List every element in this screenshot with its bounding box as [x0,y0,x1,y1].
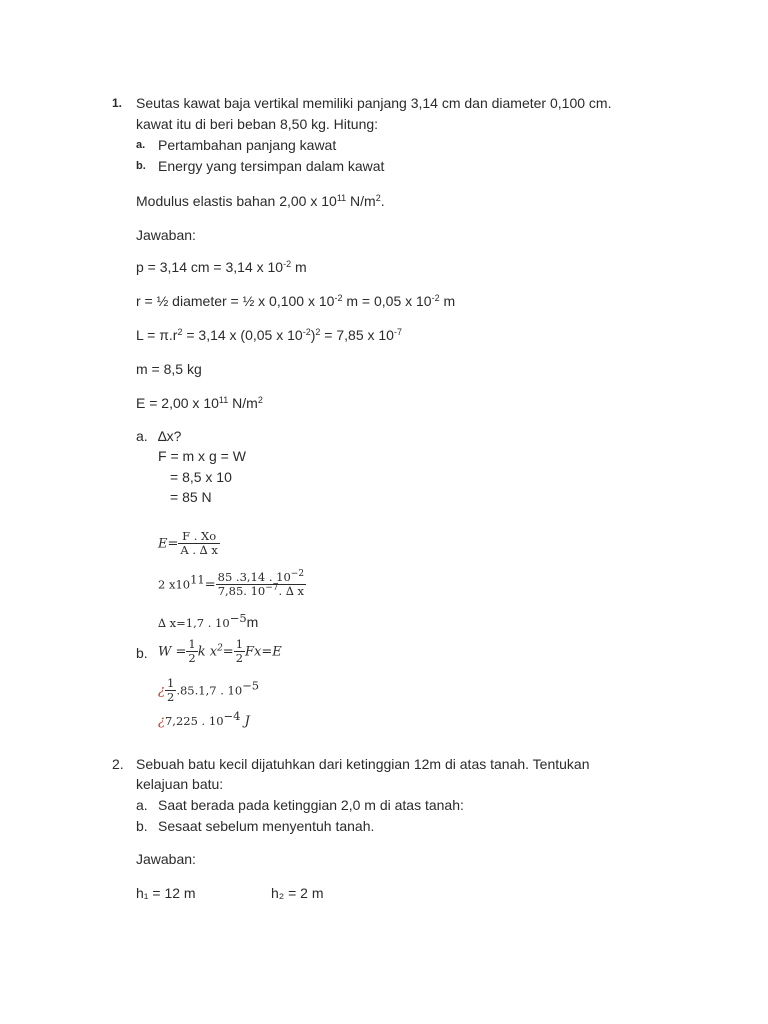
equation-substitution: 2 $x10^{11}=$ $\frac{85 .3,14 . 10^{-2}}{7,85. 10^{-7}. \Delta x}$ [158,569,305,599]
equation-energy-substitution: ¿ $\frac{1}{2}$ .85.1,7 . $10^{-5}$ [158,676,260,705]
part-a-dx: ∆x? [158,428,182,444]
equation-E: E= $\frac{F . Xo}{A . \Delta x}$ [158,529,218,558]
part-b-label: b. [136,645,148,661]
q1-item-a-label: a. [136,139,146,151]
modulus-line: Modulus elastis bahan 2,00 x $10^{11}$ $N/m^2$. [136,193,385,209]
question-2-line-2: kelajuan batu: [136,776,224,792]
equation-energy-result: ¿7,225 . $10^{-4}$ J [158,709,250,729]
question-2-number: 2. [112,756,124,772]
h1-value: h₁ = 12 m [136,885,196,901]
r-line: r = ½ diameter = ½ x 0,100 x $10^{-2}$ m = 0,05 x $10^{-2}$ m [136,293,456,309]
force-line-3: = 85 N [170,489,212,505]
q2-jawaban-heading: Jawaban: [136,851,196,867]
force-line-2: = 8,5 x 10 [170,469,232,485]
equation-energy: W = $\frac{1}{2}$ k $x^2=$ $\frac{1}{2}$ Fx=E [158,637,282,666]
q2-item-a-label: a. [136,797,148,813]
question-2-line-1: Sebuah batu kecil dijatuhkan dari ketinggian 12m di atas tanah. Tentukan [136,756,590,772]
q2-item-b-label: b. [136,818,148,834]
p-line: p = 3,14 cm = 3,14 x $10^{-2}$ m [136,259,307,275]
part-a-label: a. [136,428,148,444]
q2-item-a-text: Saat berada pada ketinggian 2,0 m di atas tanah: [158,797,464,813]
question-1-line-2: kawat itu di beri beban 8,50 kg. Hitung: [136,116,379,132]
L-line: $L = \pi.r^2 = 3,14$ x (0,05 x $10^{-2})^2 = 7,85$ x $10^{-7}$ [136,327,402,343]
q2-item-b-text: Sesaat sebelum menyentuh tanah. [158,818,375,834]
m-line: m = 8,5 kg [136,361,202,377]
q1-item-b-text: Energy yang tersimpan dalam kawat [158,158,385,174]
E-line: E = 2,00 x $10^{11}$ $N/m^2$ [136,395,263,411]
question-1-line-1: Seutas kawat baja vertikal memiliki panjang 3,14 cm dan diameter 0,100 cm. [136,95,612,111]
q1-item-a-text: Pertambahan panjang kawat [158,137,337,153]
q1-item-b-label: b. [136,160,146,172]
q1-jawaban-heading: Jawaban: [136,227,196,243]
h2-value: h₂ = 2 m [271,885,324,901]
question-1-number: 1. [112,96,123,110]
force-line-1: F = m x g = W [158,448,246,464]
equation-dx-result: ∆ x=1,7 . $10^{-5}m$ [158,611,259,630]
